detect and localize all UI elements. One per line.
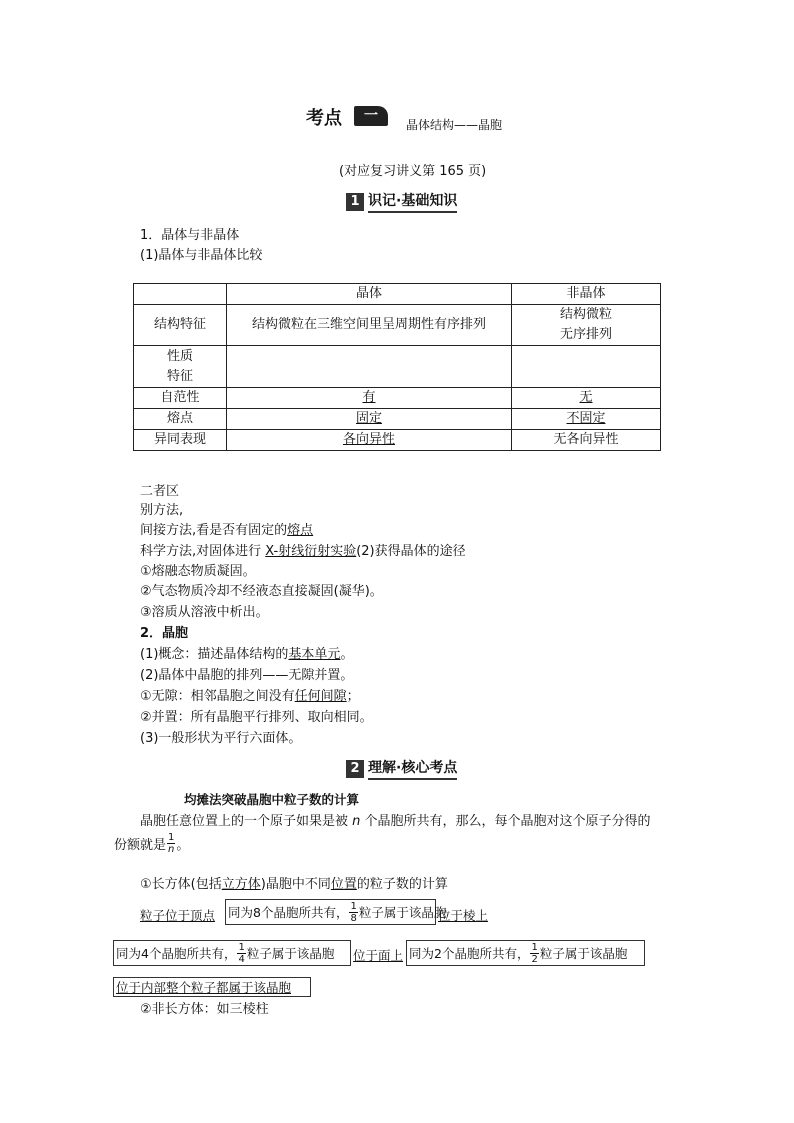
subsection-title: 1．晶体与非晶体 <box>140 228 240 243</box>
text-line <box>140 685 360 704</box>
text-line <box>140 643 353 662</box>
text-span: 位于内部整个粒子都属于该晶胞 <box>116 980 292 995</box>
table-cell: 不固定 <box>512 409 661 430</box>
text-span: 的粒子数的计算 <box>356 877 448 892</box>
fraction-numerator: 1 <box>238 941 245 953</box>
text-span: 间接方法,看是否有固定的 <box>140 523 288 538</box>
table-cell: 有 <box>227 388 512 409</box>
section-label: 理解·核心考点 <box>368 757 457 780</box>
fraction <box>530 942 538 965</box>
section-number: 2 <box>346 760 364 778</box>
cell-line: 无序排列 <box>559 327 612 342</box>
fraction-denominator: 8 <box>350 912 357 924</box>
text-line: ③溶质从溶液中析出。 <box>140 605 269 620</box>
text-span: 粒子属于该晶胞 <box>358 905 447 920</box>
table-cell: 结构微粒在三维空间里呈周期性有序排列 <box>227 305 512 346</box>
flow-box-face <box>406 940 645 966</box>
fraction <box>349 901 357 924</box>
underlined-term: 熔点 <box>287 523 314 538</box>
table-row <box>134 388 661 409</box>
row-label <box>134 346 227 388</box>
text-span: 科学方法,对固体进行 <box>140 544 266 559</box>
underlined-term: 任何间隙 <box>294 689 347 704</box>
text-span: (2)获得晶体的途径 <box>356 544 466 559</box>
text-line: ②气态物质冷却不经液态直接凝固(凝华)。 <box>140 584 383 599</box>
text-span: )晶胞中不同 <box>260 877 331 892</box>
text-span: 同为2个晶胞所共有， <box>409 946 530 961</box>
text-line <box>140 810 651 829</box>
text-span: (1)概念：描述晶体结构的 <box>140 647 289 662</box>
table-cell: 固定 <box>227 409 512 430</box>
fraction-denominator: 2 <box>531 953 538 965</box>
flow-box-vertex <box>225 899 447 925</box>
text-span: 同为8个晶胞所共有， <box>228 905 349 920</box>
underlined-term: 立方体 <box>221 877 261 892</box>
text-span: 个晶胞所共有，那么，每个晶胞对这个原子分得的 <box>364 814 651 829</box>
section-header-2 <box>346 757 457 780</box>
table-cell: 无 <box>512 388 661 409</box>
reference-note: (对应复习讲义第 165 页) <box>339 164 487 179</box>
cell-line: 特征 <box>166 368 193 384</box>
underlined-term: X-射线衍射实验 <box>265 544 357 559</box>
table-cell: 各向异性 <box>227 430 512 451</box>
text-span: 晶胞任意位置上的一个原子如果是被 <box>140 814 349 829</box>
text-line: 别方法, <box>140 503 184 518</box>
cell-line: 结构微粒 <box>559 307 612 322</box>
text-line: 二者区 <box>140 484 180 499</box>
flow-label-vertex: 粒子位于顶点 <box>140 908 216 923</box>
fraction-numerator: 1 <box>350 900 357 912</box>
variable-n: n <box>352 814 361 829</box>
fraction-denominator: 4 <box>238 953 245 965</box>
fraction <box>237 942 245 965</box>
text-span: ； <box>346 689 360 704</box>
kaodian-title: 考点 <box>306 108 342 129</box>
text-span: 粒子属于该晶胞 <box>539 946 628 961</box>
topic-heading: 均摊法突破晶胞中粒子数的计算 <box>184 792 360 807</box>
table-header-row <box>134 284 661 305</box>
fraction <box>167 832 175 855</box>
topic-title: 晶体结构——晶胞 <box>406 118 503 132</box>
fraction-denominator: n <box>168 844 175 855</box>
row-label: 自范性 <box>134 388 227 409</box>
section-header-1 <box>346 190 457 213</box>
underlined-term: 基本单元 <box>288 647 341 662</box>
table-cell <box>512 305 661 346</box>
text-line: (3)一般形状为平行六面体。 <box>140 731 302 746</box>
text-span: 份额就是 <box>114 838 167 853</box>
text-line <box>140 540 466 559</box>
underlined-term: 位置 <box>330 877 357 892</box>
section-number: 1 <box>346 193 364 211</box>
table-cell: 无各向异性 <box>512 430 661 451</box>
fraction-numerator: 1 <box>168 832 175 843</box>
flow-box-inner <box>113 977 311 997</box>
table-header-cell: 非晶体 <box>512 284 661 305</box>
text-span: 同为4个晶胞所共有， <box>116 946 237 961</box>
cell-line: 性质 <box>166 348 193 364</box>
text-line: ②非长方体：如三棱柱 <box>140 1002 269 1017</box>
text-line: (2)晶体中晶胞的排列——无隙并置。 <box>140 668 354 683</box>
crystal-comparison-table <box>133 283 661 451</box>
table-header-cell <box>134 284 227 305</box>
text-line: ②并置：所有晶胞平行排列、取向相同。 <box>140 710 373 725</box>
text-span: 粒子属于该晶胞 <box>246 946 335 961</box>
table-row <box>134 409 661 430</box>
fraction-numerator: 1 <box>531 941 538 953</box>
subsection-title: 2．晶胞 <box>140 626 189 641</box>
text-span: 。 <box>176 838 190 853</box>
text-span: ①无隙：相邻晶胞之间没有 <box>140 689 295 704</box>
row-label: 熔点 <box>134 409 227 430</box>
text-line <box>140 873 448 892</box>
flow-label-face: 位于面上 <box>353 948 404 963</box>
table-row <box>134 346 661 388</box>
text-span: ①长方体(包括 <box>140 877 222 892</box>
section-label: 识记·基础知识 <box>368 190 457 213</box>
text-line <box>140 519 313 538</box>
row-label: 异同表现 <box>134 430 227 451</box>
flow-box-edge <box>113 940 351 966</box>
table-cell <box>227 346 512 388</box>
flow-label-edge: 位于棱上 <box>438 908 489 923</box>
subsection-subtitle: (1)晶体与非晶体比较 <box>140 248 263 263</box>
kaodian-number-badge: 一 <box>354 106 388 126</box>
table-header-cell: 晶体 <box>227 284 512 305</box>
text-line <box>114 832 189 855</box>
text-line: ①熔融态物质凝固。 <box>140 564 256 579</box>
row-label: 结构特征 <box>134 305 227 346</box>
table-row <box>134 305 661 346</box>
table-row <box>134 430 661 451</box>
text-span: 。 <box>340 647 354 662</box>
table-cell <box>512 346 661 388</box>
